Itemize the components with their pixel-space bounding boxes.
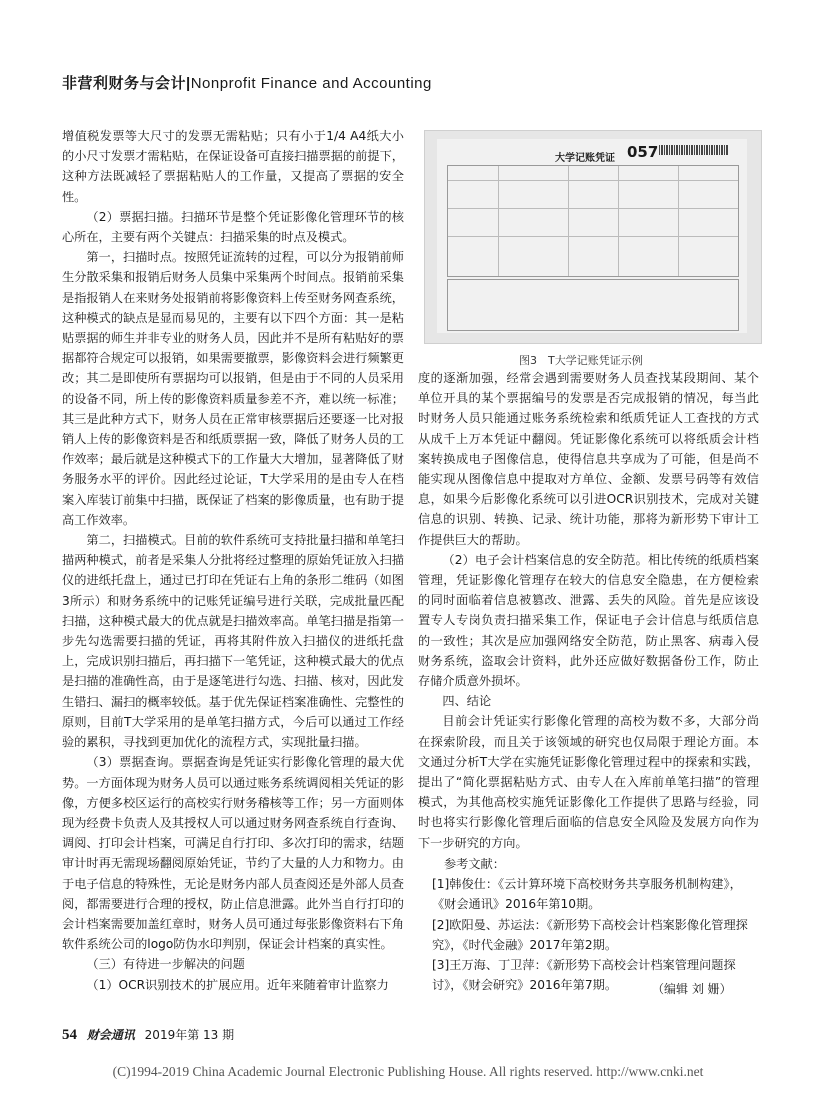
paragraph: 度的逐渐加强，经常会遇到需要财务人员查找某段期间、某个单位开具的某个票据编号的发票是否完成报销的情况，每当此时财务人员只能通过账务系统检索和纸质凭证人工查找的方式从成千上万本凭证中翻阅。凭证影像化系统可以将纸质会计档案转换成电子图像信息，使得信息共享成为了可能，但是尚不能实现从图像信息中提取对方单位、金额、发票号码等有效信息，如果今后影像化系统可以引进OCR识别技术，完成对关键信息的识别、转换、记录、统计功能，那将为新形势下审计工作提供巨大的帮助。 — [418, 371, 759, 547]
paragraph: （1）OCR识别技术的扩展应用。近年来随着审计监察力 — [86, 977, 389, 992]
voucher-row-line — [448, 236, 738, 237]
header-separator: | — [186, 75, 191, 92]
left-column — [62, 126, 404, 995]
header-en: Nonprofit Finance and Accounting — [190, 75, 432, 92]
reference-item: [3]王万海、丁卫萍：《新形势下高校会计档案管理问题探讨》，《财会研究》2016年第7期。 — [432, 958, 736, 993]
running-header — [62, 72, 432, 93]
voucher-scan — [437, 139, 747, 333]
magazine-logo: 财会通讯 — [86, 1028, 135, 1042]
issue-info: 2019年第 13 期 — [144, 1028, 235, 1042]
voucher-col-line — [498, 166, 499, 276]
voucher-number: 057 — [627, 143, 659, 161]
voucher-col-line — [618, 166, 619, 276]
paragraph: （2）电子会计档案信息的安全防范。相比传统的纸质档案管理，凭证影像化管理存在较大的信息安全隐患，在方便检索的同时面临着信息被篡改、泄露、丢失的风险。首先是应该设置专人专岗负责扫描采集工作，保证电子会计信息与纸质信息的一致性；其次是应加强网络安全防范，防止黑客、病毒入侵财务系统，盗取会计资料，此外还应做好数据备份工作，防止存储介质意外损坏。 — [418, 552, 759, 689]
subsection-heading: （三）有待进一步解决的问题 — [86, 957, 245, 972]
voucher-row-line — [448, 180, 738, 181]
copyright-line: (C)1994-2019 China Academic Journal Electronic Publishing House. All rights reserved. http://www.cnki.net — [112, 1064, 704, 1079]
paragraph: 第一，扫描时点。按照凭证流转的过程，可以分为报销前师生分散采集和报销后财务人员集中采集两个时间点。报销前采集是指报销人在来财务处报销前将影像资料上传至财务网查系统，这种模式的缺点是显而易见的，主要有以下四个方面：其一是粘贴票据的师生并非专业的财务人员，因此并不是所有粘贴好的票据都符合规定可以报销，如果需要撤票，影像资料会进行频繁更改；其二是即使所有票据均可以报销，但是由于不同的人员采用的设备不同，所上传的影像资料质量参差不齐，难以统一标准；其三是此种方式下，财务人员在正常审核票据后还要逐一比对报销人上传的影像资料是否和纸质票据一致，降低了财务人员的工作效率；最后就是这种模式下的工作量大大增加，显著降低了财务服务水平的评价。因此经过论证，T大学采用的是由专人在档案入库装订前集中扫描，既保证了档案的影像质量，也有助于提高工作效率。 — [62, 250, 404, 527]
paragraph: （2）票据扫描。扫描环节是整个凭证影像化管理环节的核心所在，主要有两个关键点：扫描采集的时点及模式。 — [62, 209, 404, 245]
page-footer — [62, 1026, 234, 1044]
barcode-graphic — [659, 145, 729, 155]
paragraph: 第二，扫描模式。目前的软件系统可支持批量扫描和单笔扫描两种模式，前者是采集人分批将经过整理的原始凭证放入扫描仪的进纸托盘上，通过已打印在凭证右上角的条形二维码（如图3所示）和财务系统中的记账凭证编号进行关联，完成批量匹配扫描，这种模式最大的优点就是扫描效率高。单笔扫描是指第一步先勾选需要扫描的凭证，再将其附件放入扫描仪的进纸托盘上，完成识别扫描后，再扫描下一笔凭证，这种模式最大的优点是扫描的准确性高，由于是逐笔进行勾选、扫描、核对，因此发生错扫、漏扫的概率较低。基于优先保证档案准确性、完整性的原则，目前T大学采用的是单笔扫描方式，今后可以通过工作经验的累积，寻找到更加优化的流程方式，实现批量扫描。 — [62, 533, 404, 750]
voucher-row-line — [448, 208, 738, 209]
figure-voucher-image — [424, 130, 762, 344]
references — [418, 854, 759, 995]
paragraph: 增值税发票等大尺寸的发票无需粘贴；只有小于1/4 A4纸大小的小尺寸发票才需粘贴，在保证设备可直接扫描票据的前提下，这种方法既减轻了票据粘贴人的工作量，又提高了票据的安全性。 — [62, 129, 404, 204]
figure-caption: 图3 T大学记账凭证示例 — [519, 354, 643, 367]
reference-item: [2]欧阳曼、苏运法：《新形势下高校会计档案影像化管理探究》，《时代金融》2017年第2期。 — [432, 917, 748, 952]
paragraph: （3）票据查询。票据查询是凭证实行影像化管理的最大优势。一方面体现为财务人员可以通过账务系统调阅相关凭证的影像，方便多校区运行的高校实行财务稽核等工作；另一方面则体现为经费卡负责人及其授权人可以通过财务网查系统自行查询、调阅、打印会计档案，可满足自行打印、多次打印的需求，结题审计时再无需现场翻阅原始凭证，节约了大量的人力和物力。由于电子信息的特殊性，无论是财务内部人员查阅还是外部人员查阅，都需要进行合理的授权，防止信息泄露。此外当自行打印的会计档案需要加盖红章时，财务人员可通过每张影像资料右下角软件系统公司的logo防伪水印判别，保证会计档案的真实性。 — [62, 755, 404, 952]
section-heading: 四、结论 — [442, 694, 492, 709]
voucher-table — [447, 165, 739, 277]
page-number: 54 — [62, 1027, 77, 1043]
paragraph: 目前会计凭证实行影像化管理的高校为数不多，大部分尚在探索阶段，而且关于该领域的研究也仅局限于理论方面。本文通过分析T大学在实施凭证影像化管理过程中的探索和实践，提出了“简化票据粘贴方式、由专人在入库前单笔扫描”的管理模式，为其他高校实施凭证影像化工作提供了思路与经验，同时也将实行影像化管理后面临的信息安全风险及发展方向作为下一步研究的方向。 — [418, 714, 759, 850]
header-cn: 非营利财务与会计 — [62, 74, 187, 92]
voucher-col-line — [678, 166, 679, 276]
voucher-col-line — [568, 166, 569, 276]
voucher-title: 大学记账凭证 — [555, 153, 615, 164]
voucher-footer-box — [447, 279, 739, 331]
references-title: 参考文献： — [444, 857, 505, 871]
reference-item: [1]韩俊仕：《云计算环境下高校财务共享服务机制构建》，《财会通讯》2016年第10期。 — [432, 877, 742, 912]
editor-note: （编辑 刘 姗） — [652, 982, 732, 996]
right-column — [418, 368, 759, 853]
